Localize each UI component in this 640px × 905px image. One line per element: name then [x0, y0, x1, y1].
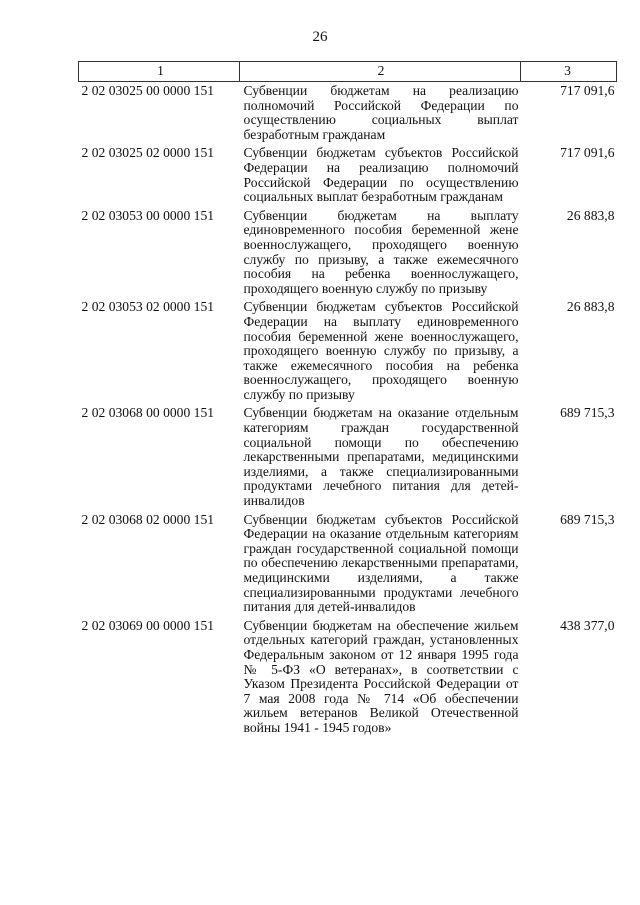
- row-amount: 717 091,6: [560, 145, 615, 161]
- row-code: 2 02 03053 02 0000 151: [81, 299, 215, 315]
- row-amount: 26 883,8: [566, 299, 615, 315]
- row-code: 2 02 03068 02 0000 151: [81, 511, 215, 527]
- table-row: [79, 619, 617, 740]
- table-row: [79, 406, 617, 512]
- table-row: [79, 300, 617, 406]
- table-row: [79, 209, 617, 301]
- row-name: Субвенции бюджетам субъектов Российской Федерации на оказание отдельным категориям граждан государственной социальной помощи по обеспечению лекарственными препаратами, медицинскими изделиями, а также специализированными продуктами лечебного питания для детей-инвалидов: [243, 511, 519, 615]
- budget-table: [78, 61, 617, 740]
- page-number: 26: [312, 29, 328, 45]
- row-code: 2 02 03068 00 0000 151: [81, 405, 215, 421]
- row-amount: 26 883,8: [566, 207, 615, 223]
- row-code: 2 02 03069 00 0000 151: [81, 617, 215, 633]
- header-col-2: 2: [240, 62, 521, 82]
- row-code: 2 02 03053 00 0000 151: [81, 207, 215, 223]
- row-code: 2 02 03025 02 0000 151: [81, 145, 215, 161]
- header-col-3: 3: [521, 62, 617, 82]
- row-name: Субвенции бюджетам на оказание отдельным категориям граждан государственной социальной помощи по обеспечению лекарственными препаратами, медицинскими изделиями, а также специализированными продуктами лечебного питания для детей-инвалидов: [243, 405, 519, 509]
- table-row: [79, 146, 617, 208]
- row-name: Субвенции бюджетам субъектов Российской Федерации на выплату единовременного пособия беременной жене военнослужащего, проходящего военную службу по призыву, а также ежемесячного пособия на ребенка военнослужащего, проходящего военную службу по призыву: [243, 299, 519, 402]
- table-header-row: [79, 62, 617, 82]
- row-name: Субвенции бюджетам на реализацию полномочий Российской Федерации по осуществлению социальных выплат безработным гражданам: [243, 83, 519, 142]
- header-col-1: 1: [79, 62, 240, 82]
- row-amount: 689 715,3: [560, 511, 615, 527]
- table-row: [79, 513, 617, 619]
- row-amount: 438 377,0: [560, 617, 615, 633]
- row-name: Субвенции бюджетам субъектов Российской Федерации на реализацию полномочий Российской Федерации по осуществлению социальных выплат безработным гражданам: [243, 145, 519, 205]
- row-name: Субвенции бюджетам на обеспечение жильем отдельных категорий граждан, установленных Федеральным законом от 12 января 1995 года № 5-ФЗ «О ветеранах», в соответствии с Указом Президента Российской Федерации от 7 мая 2008 года № 714 «Об обеспечении жильем ветеранов Великой Отечественной войны 1941 - 1945 годов»: [243, 617, 519, 735]
- row-amount: 689 715,3: [560, 405, 615, 421]
- row-name: Субвенции бюджетам на выплату единовременного пособия беременной жене военнослужащего, проходящего военную службу по призыву, а также ежемесячного пособия на ребенка военнослужащего, проходящего военную службу по призыву: [243, 207, 519, 296]
- row-amount: 717 091,6: [560, 83, 615, 98]
- table-row: [79, 82, 617, 147]
- row-code: 2 02 03025 00 0000 151: [81, 83, 215, 98]
